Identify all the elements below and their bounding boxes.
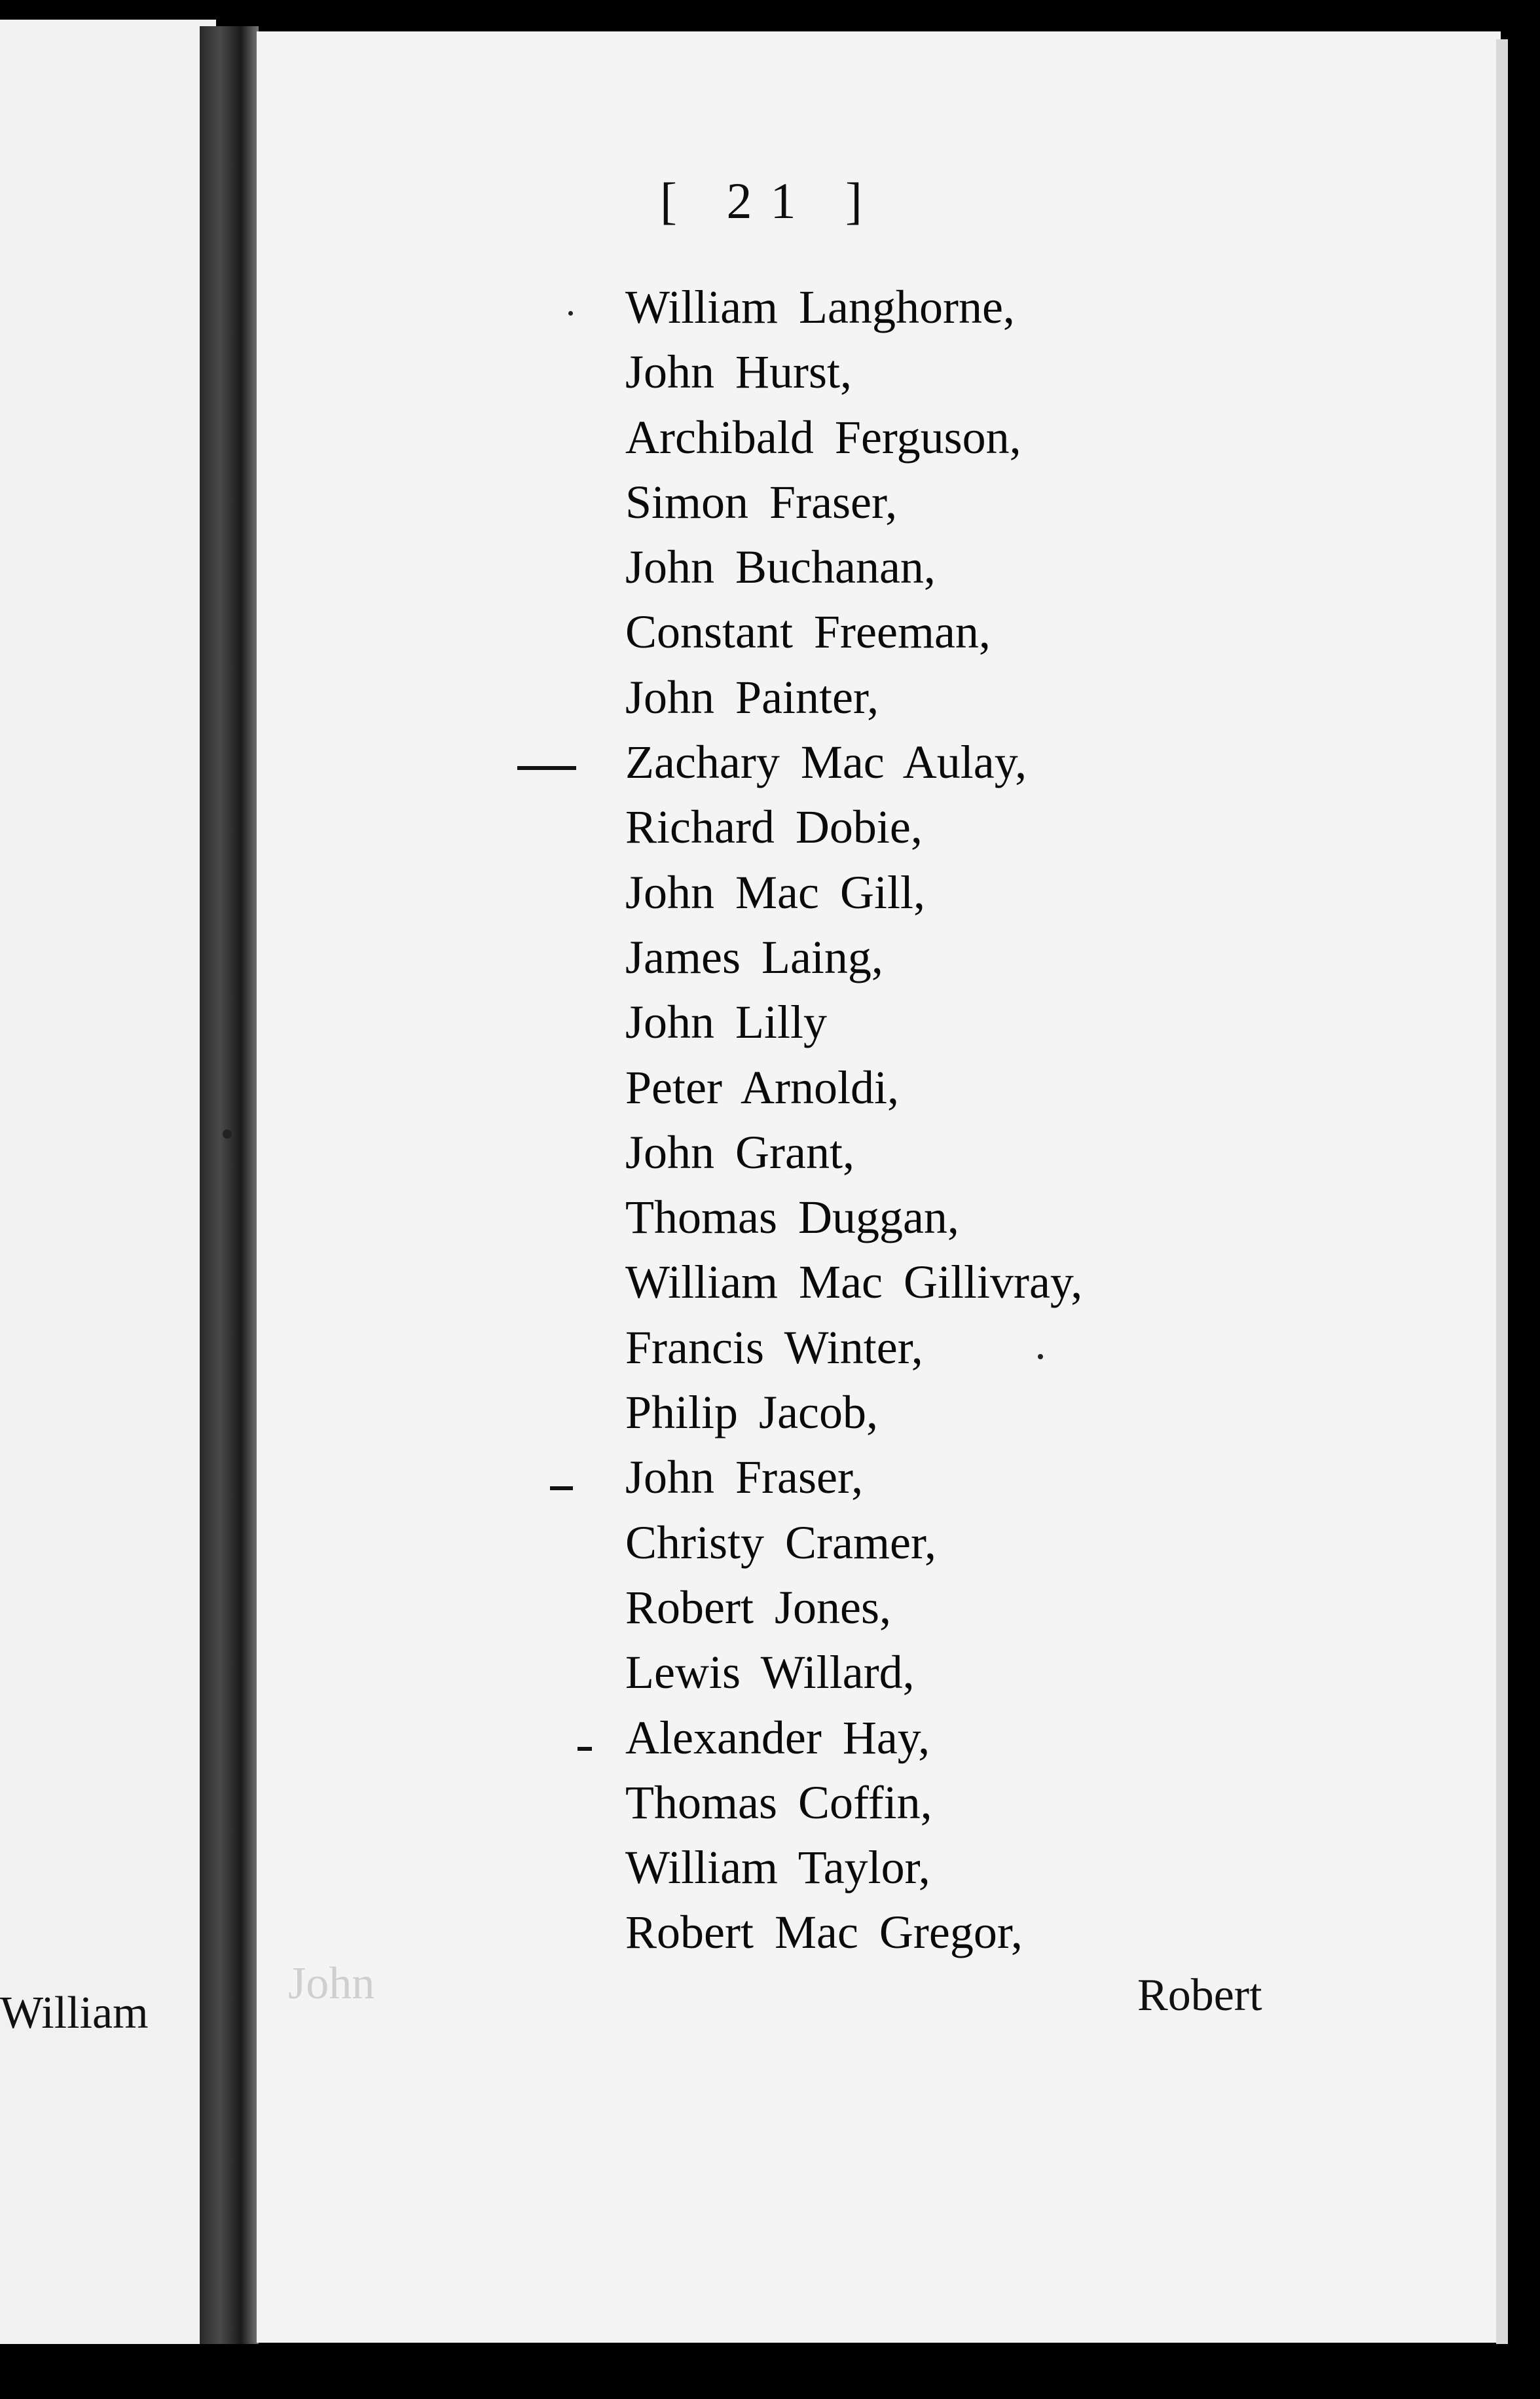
list-item: John Fraser, <box>625 1451 864 1504</box>
list-item: James Laing, <box>625 930 883 983</box>
list-item: Alexander Hay, <box>625 1711 930 1764</box>
list-item: William Langhorne, <box>625 281 1015 333</box>
ink-speck <box>1038 1354 1043 1359</box>
list-item: John Mac Gill, <box>625 866 925 919</box>
list-item: Christy Cramer, <box>625 1516 937 1569</box>
list-item: Francis Winter, <box>625 1321 923 1374</box>
margin-dash-mark <box>517 766 576 770</box>
list-item: William Taylor, <box>625 1841 930 1894</box>
list-item: William Mac Gillivray, <box>625 1256 1083 1309</box>
margin-dash-mark <box>550 1486 573 1490</box>
list-item: Archibald Ferguson, <box>625 411 1021 464</box>
list-item: John Hurst, <box>625 346 852 399</box>
list-item: Robert Mac Gregor, <box>625 1906 1023 1959</box>
page-catchword: Robert <box>1137 1970 1262 2021</box>
show-through-text: John <box>288 1958 375 2009</box>
subscriber-name-list <box>625 275 1082 1966</box>
margin-dash-mark <box>578 1747 592 1751</box>
page-number: [ 21 ] <box>660 172 881 229</box>
list-item: Thomas Coffin, <box>625 1776 932 1829</box>
list-item: John Buchanan, <box>625 541 936 594</box>
left-page-catchword: William <box>0 1988 149 2038</box>
list-item: Richard Dobie, <box>625 801 923 854</box>
ink-speck <box>568 311 573 316</box>
list-item: Thomas Duggan, <box>625 1191 959 1244</box>
list-item: Peter Arnoldi, <box>625 1061 899 1114</box>
list-item: Philip Jacob, <box>625 1386 878 1439</box>
page-edge <box>1496 39 1508 2344</box>
list-item: John Grant, <box>625 1126 854 1179</box>
list-item: Zachary Mac Aulay, <box>625 736 1027 789</box>
list-item: Simon Fraser, <box>625 475 898 528</box>
ink-speck <box>223 1129 232 1139</box>
book-gutter <box>200 26 259 2344</box>
list-item: Constant Freeman, <box>625 606 991 659</box>
list-item: John Lilly <box>625 996 828 1049</box>
list-item: Lewis Willard, <box>625 1646 915 1699</box>
list-item: John Painter, <box>625 670 879 723</box>
list-item: Robert Jones, <box>625 1581 891 1634</box>
